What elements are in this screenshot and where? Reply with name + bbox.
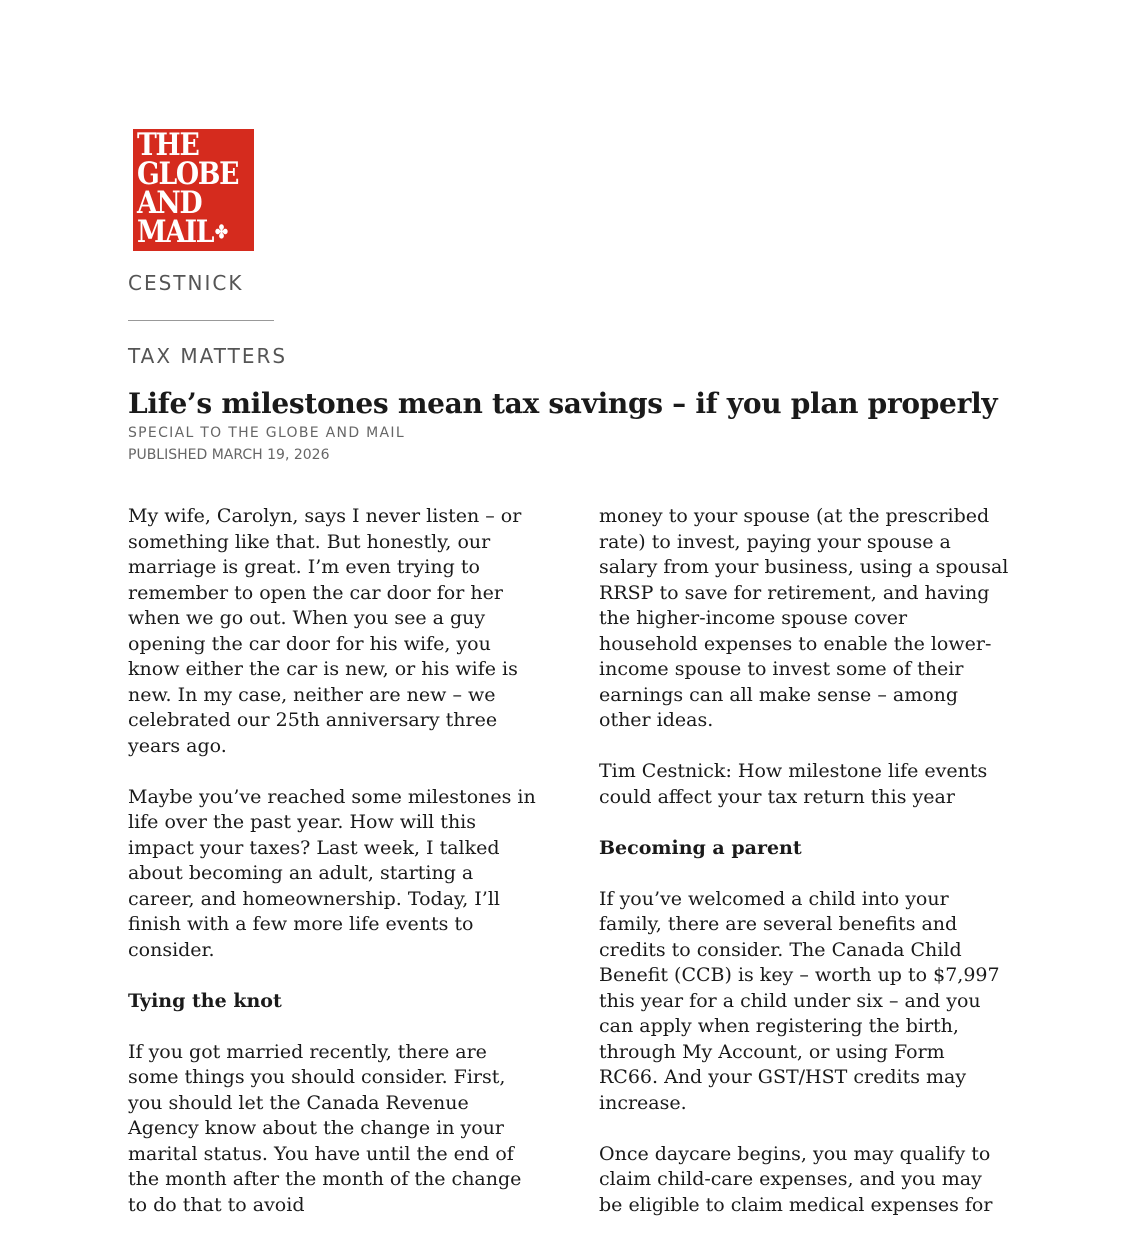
headline: Life’s milestones mean tax savings – if you plan properly — [128, 387, 998, 420]
subheading-becoming-a-parent: Becoming a parent — [599, 836, 802, 859]
paragraph: If you’ve welcomed a child into your family, there are several benefits and credits to consider. The Canada Child Benefit (CCB) is key – worth up to $7,997 this year for a child under six – and you can apply when registering the birth, through My Account, or using Form RC66. And your GST/HST credits may increase. — [599, 887, 1000, 1114]
section-label[interactable]: CESTNICK — [128, 271, 244, 295]
article-column-left — [128, 504, 538, 1244]
paragraph: Maybe you’ve reached some milestones in life over the past year. How will this impact your taxes? Last week, I talked about becoming an adult, starting a career, and homeownership. Today, I’ll finish with a few more life events to consider. — [128, 785, 536, 961]
byline: SPECIAL TO THE GLOBE AND MAIL — [128, 425, 405, 441]
paragraph: My wife, Carolyn, says I never listen – or something like that. But honestly, our marriage is great. I’m even trying to remember to open the car door for her when we go out. When you see a guy opening the car door for his wife, you know either the car is new, or his wife is new. In my case, neither are new – we celebrated our 25th anniversary three years ago. — [128, 505, 522, 757]
divider — [128, 320, 274, 321]
paragraph: Once daycare begins, you may qualify to claim child-care expenses, and you may be eligible to claim medical expenses for — [599, 1142, 993, 1216]
logo-line-3: AND — [137, 185, 202, 221]
kicker[interactable]: TAX MATTERS — [128, 344, 288, 368]
logo-line-1: THE — [137, 127, 199, 163]
paragraph: money to your spouse (at the prescribed rate) to invest, paying your spouse a salary from your business, using a spousal RRSP to save for retirement, and having the higher-income spouse cover household expenses to enable the lower-income spouse to invest some of their earnings can all make sense – among other ideas. — [599, 505, 1009, 731]
logo-line-4-wrap — [137, 214, 238, 250]
article-column-right — [599, 504, 1009, 1244]
maple-leaf-icon: ✤ — [214, 222, 227, 243]
logo-line-4: MAIL — [137, 214, 214, 250]
logo-line-2: GLOBE — [137, 156, 239, 192]
related-article-link[interactable]: Tim Cestnick: How milestone life events could affect your tax return this year — [599, 760, 988, 808]
publish-date: PUBLISHED MARCH 19, 2026 — [128, 447, 330, 463]
globe-and-mail-logo[interactable] — [133, 129, 254, 251]
paragraph: If you got married recently, there are some things you should consider. First, you should let the Canada Revenue Agency know about the change in your marital status. You have until the end of the month after the month of the change to do that to avoid — [128, 1040, 522, 1216]
subheading-tying-the-knot: Tying the knot — [128, 989, 282, 1012]
